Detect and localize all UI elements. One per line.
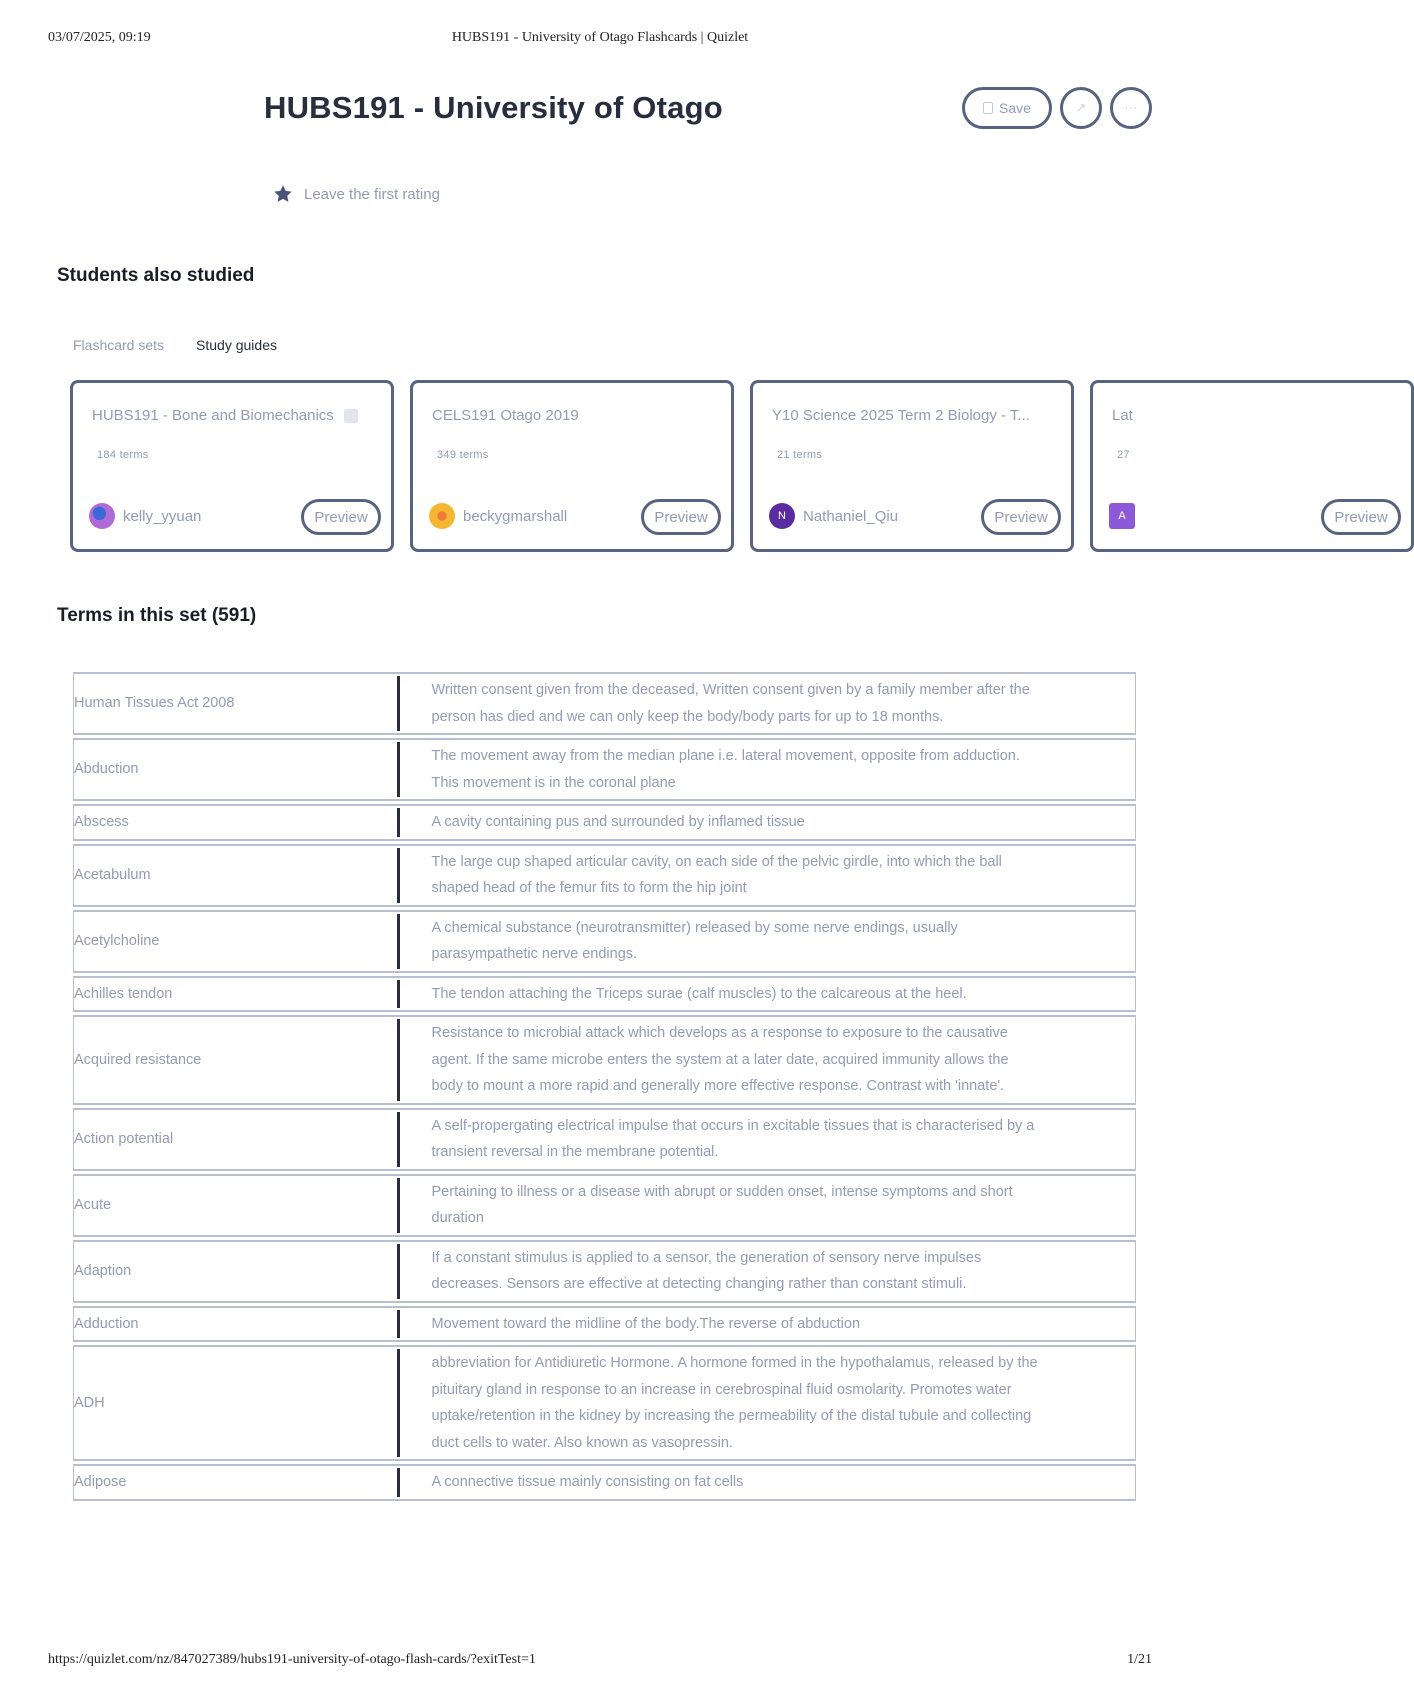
print-page-title: HUBS191 - University of Otago Flashcards | Quizlet xyxy=(451,30,749,45)
definition-text: A chemical substance (neurotransmitter) released by some nerve endings, usually parasympathetic nerve endings. xyxy=(400,911,1136,972)
related-set-card[interactable] xyxy=(1090,380,1414,552)
definition-text: Pertaining to illness or a disease with abrupt or sudden onset, intense symptoms and short duration xyxy=(400,1175,1136,1236)
terms-heading: Terms in this set (591) xyxy=(57,605,257,626)
term-text: Acetabulum xyxy=(74,845,400,906)
term-row xyxy=(74,911,1136,972)
card-term-count: 184 terms xyxy=(97,449,149,461)
term-text: Acetylcholine xyxy=(74,911,400,972)
set-actions xyxy=(962,87,1152,129)
term-text: ADH xyxy=(74,1346,400,1460)
card-term-count: 349 terms xyxy=(437,449,489,461)
card-title-text: Y10 Science 2025 Term 2 Biology - T... xyxy=(772,407,1030,424)
term-text: Acquired resistance xyxy=(74,1016,400,1104)
term-row xyxy=(74,739,1136,800)
print-footer xyxy=(48,1652,1152,1672)
print-date: 03/07/2025, 09:19 xyxy=(48,30,151,45)
term-text: Adaption xyxy=(74,1241,400,1302)
related-set-card[interactable] xyxy=(70,380,394,552)
study-tabs xyxy=(73,337,277,353)
star-icon xyxy=(272,183,294,205)
term-text: Acute xyxy=(74,1175,400,1236)
term-row xyxy=(74,673,1136,734)
avatar xyxy=(89,503,115,529)
related-set-card[interactable] xyxy=(410,380,734,552)
more-icon: ⋯ xyxy=(1124,100,1138,115)
card-title-text: CELS191 Otago 2019 xyxy=(432,407,579,424)
definition-text: Resistance to microbial attack which develops as a response to exposure to the causative agent. If the same microbe enters the system at a later date, acquired immunity allows the body to mount a more rapid and generally more effective response. Contrast with 'innate'. xyxy=(400,1016,1136,1104)
term-text: Adipose xyxy=(74,1465,400,1500)
document-icon xyxy=(344,409,358,423)
rating-text: Leave the first rating xyxy=(304,185,440,203)
card-title xyxy=(772,407,1057,424)
term-row xyxy=(74,1109,1136,1170)
related-set-card[interactable] xyxy=(750,380,1074,552)
avatar: N xyxy=(769,503,795,529)
term-row xyxy=(74,1307,1136,1342)
students-also-studied-heading: Students also studied xyxy=(57,265,255,286)
related-sets-carousel xyxy=(70,380,1388,556)
card-title xyxy=(432,407,717,424)
card-title xyxy=(92,407,377,424)
more-options-button[interactable] xyxy=(1110,87,1152,129)
definition-text: A self-propergating electrical impulse that occurs in excitable tissues that is characterised by a transient reversal in the membrane potential. xyxy=(400,1109,1136,1170)
definition-text: The large cup shaped articular cavity, on each side of the pelvic girdle, into which the ball shaped head of the femur fits to form the hip joint xyxy=(400,845,1136,906)
card-title-text: Lat xyxy=(1112,407,1133,424)
term-row xyxy=(74,1175,1136,1236)
term-row xyxy=(74,1465,1136,1500)
share-icon: ↗ xyxy=(1075,100,1087,115)
print-header xyxy=(48,30,1152,50)
definition-text: The movement away from the median plane i.e. lateral movement, opposite from adduction. This movement is in the coronal plane xyxy=(400,739,1136,800)
card-creator[interactable] xyxy=(1109,503,1143,529)
print-page-number: 1/21 xyxy=(1127,1652,1152,1667)
term-row xyxy=(74,805,1136,840)
print-url: https://quizlet.com/nz/847027389/hubs191-university-of-otago-flash-cards/?exitTest=1 xyxy=(48,1652,536,1667)
terms-table xyxy=(73,672,1136,1501)
save-button[interactable] xyxy=(962,87,1052,129)
tab-flashcard-sets[interactable]: Flashcard sets xyxy=(73,337,165,353)
definition-text: Movement toward the midline of the body.The reverse of abduction xyxy=(400,1307,1136,1342)
card-creator[interactable] xyxy=(429,503,567,529)
term-row xyxy=(74,977,1136,1012)
card-creator[interactable] xyxy=(769,503,898,529)
card-title-text: HUBS191 - Bone and Biomechanics xyxy=(92,407,334,424)
card-title xyxy=(1112,407,1397,424)
definition-text: If a constant stimulus is applied to a sensor, the generation of sensory nerve impulses decreases. Sensors are effective at detecting changing rather than constant stimuli. xyxy=(400,1241,1136,1302)
definition-text: A connective tissue mainly consisting on fat cells xyxy=(400,1465,1136,1500)
term-row xyxy=(74,1016,1136,1104)
save-button-label: Save xyxy=(999,100,1031,116)
definition-text: abbreviation for Antidiuretic Hormone. A hormone formed in the hypothalamus, released by the pituitary gland in response to an increase in cerebrospinal fluid osmolarity. Promotes water uptake/retention in the kidney by increasing the permeability of the distal tubule and collecting duct cells to water. Also known as vasopressin. xyxy=(400,1346,1136,1460)
term-text: Action potential xyxy=(74,1109,400,1170)
term-text: Adduction xyxy=(74,1307,400,1342)
term-text: Human Tissues Act 2008 xyxy=(74,673,400,734)
card-creator[interactable] xyxy=(89,503,201,529)
preview-button[interactable]: Preview xyxy=(1321,499,1401,535)
card-username: beckygmarshall xyxy=(463,507,568,525)
avatar: A xyxy=(1109,503,1135,529)
term-row xyxy=(74,845,1136,906)
card-username: kelly_yyuan xyxy=(123,507,202,525)
tab-study-guides[interactable]: Study guides xyxy=(196,337,277,353)
avatar xyxy=(429,503,455,529)
preview-button[interactable]: Preview xyxy=(641,499,721,535)
term-text: Achilles tendon xyxy=(74,977,400,1012)
card-username: Nathaniel_Qiu xyxy=(803,507,899,525)
preview-button[interactable]: Preview xyxy=(301,499,381,535)
definition-text: A cavity containing pus and surrounded by inflamed tissue xyxy=(400,805,1136,840)
definition-text: The tendon attaching the Triceps surae (calf muscles) to the calcareous at the heel. xyxy=(400,977,1136,1012)
card-term-count: 21 terms xyxy=(777,449,823,461)
set-title: HUBS191 - University of Otago xyxy=(264,90,723,125)
rating-prompt[interactable] xyxy=(272,183,440,205)
term-text: Abscess xyxy=(74,805,400,840)
preview-button[interactable]: Preview xyxy=(981,499,1061,535)
bookmark-icon xyxy=(983,102,993,114)
term-row xyxy=(74,1241,1136,1302)
card-term-count: 27 xyxy=(1117,449,1130,461)
term-text: Abduction xyxy=(74,739,400,800)
definition-text: Written consent given from the deceased, Written consent given by a family member after the person has died and we can only keep the body/body parts for up to 18 months. xyxy=(400,673,1136,734)
share-button[interactable] xyxy=(1060,87,1102,129)
term-row xyxy=(74,1346,1136,1460)
